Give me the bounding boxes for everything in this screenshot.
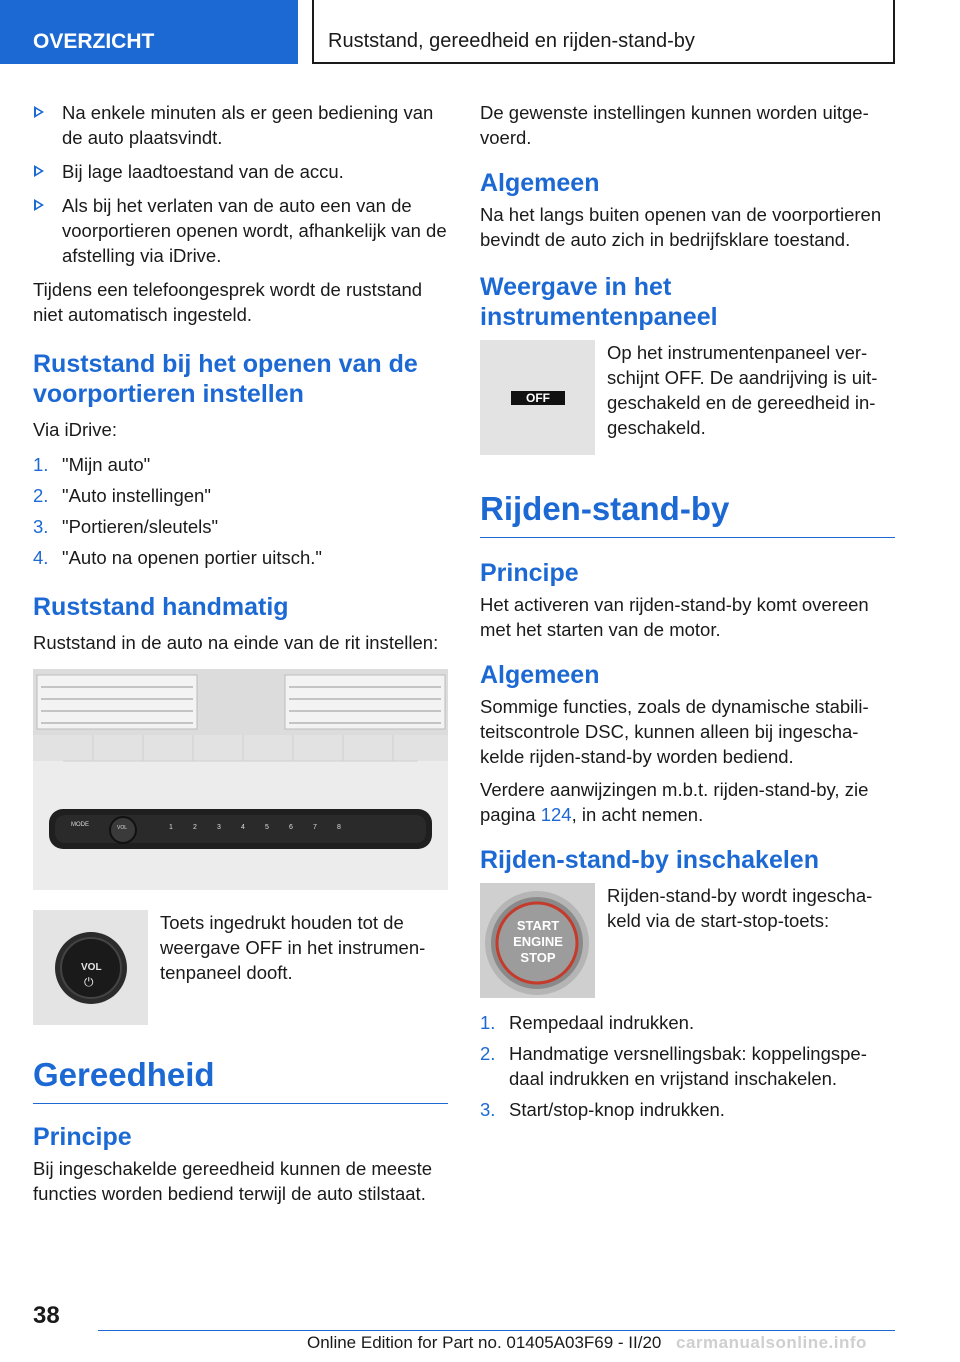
footer-edition: Online Edition for Part no. 01405A03F69 - II/20 bbox=[307, 1333, 662, 1352]
reference-note: Verdere aanwijzingen m.b.t. rijden-stand-by, zie pagina 124, in acht nemen. bbox=[480, 779, 869, 825]
heading-doors: Ruststand bij het openen van de voorportieren instellen bbox=[33, 350, 418, 408]
preset-button-7: 7 bbox=[313, 824, 317, 831]
vol-knob-image bbox=[33, 910, 148, 1025]
preset-button-5: 5 bbox=[265, 824, 269, 831]
footer-rule bbox=[98, 1330, 895, 1331]
mode-button: MODE bbox=[71, 822, 89, 828]
off-display-image bbox=[480, 340, 595, 455]
knob-vol-label: VOL bbox=[117, 825, 128, 831]
preset-button-4: 4 bbox=[241, 824, 245, 831]
engine-label: ENGINE bbox=[513, 934, 563, 949]
heading-ready: Gereedheid bbox=[33, 1055, 448, 1104]
off-figure-row bbox=[480, 340, 895, 455]
list-item: 4. "Auto na openen portier uitsch." bbox=[33, 547, 322, 568]
heading-display: Weergave in het instrumentenpaneel bbox=[480, 273, 718, 331]
list-item: 1. "Mijn auto" bbox=[33, 454, 151, 475]
footer-watermark: carmanualsonline.info bbox=[676, 1333, 867, 1352]
list-item: 2. Handmatige versnellingsbak: koppelingspedaal indrukken en vrijstand inschakelen. bbox=[480, 1043, 867, 1089]
start-figure-row bbox=[480, 883, 895, 998]
via-idrive-label: Via iDrive: bbox=[33, 419, 117, 440]
page-number: 38 bbox=[33, 1302, 60, 1329]
list-item: Na enkele minuten als er geen bediening van de auto plaatsvindt. bbox=[33, 100, 448, 150]
preset-button-1: 1 bbox=[169, 824, 173, 831]
start-text: Rijden-stand-by wordt ingeschakeld via de start-stop-toets: bbox=[607, 885, 873, 931]
start-button-image bbox=[480, 883, 595, 998]
heading-enable: Rijden-stand-by inschakelen bbox=[480, 846, 819, 874]
page-header-title: Ruststand, gereedheid en rijden-stand-by bbox=[312, 0, 895, 64]
list-item: 2. "Auto instellingen" bbox=[33, 485, 211, 506]
triangle-bullet-icon bbox=[34, 106, 44, 118]
preset-button-2: 2 bbox=[193, 824, 197, 831]
idrive-steps bbox=[33, 452, 448, 570]
phone-note: Tijdens een telefoongesprek wordt de ruststand niet automatisch ingesteld. bbox=[33, 279, 423, 325]
heading-general-2: Algemeen bbox=[480, 661, 600, 689]
condition-list bbox=[33, 100, 448, 268]
off-badge: OFF bbox=[511, 391, 565, 405]
heading-manual: Ruststand handmatig bbox=[33, 593, 289, 621]
start-label: START bbox=[516, 918, 560, 933]
continued-text: De gewenste instellingen kunnen worden uitgevoerd. bbox=[480, 102, 869, 148]
manual-text: Ruststand in de auto na einde van de rit instellen: bbox=[33, 632, 439, 653]
stop-label: STOP bbox=[520, 950, 556, 965]
triangle-bullet-icon bbox=[34, 199, 44, 211]
right-column bbox=[480, 100, 895, 1128]
dashboard-image bbox=[33, 669, 448, 890]
list-item: Als bij het verlaten van de auto een van de voorportieren openen wordt, afhankelijk van de afstelling via iDrive. bbox=[33, 193, 448, 268]
preset-button-8: 8 bbox=[337, 824, 341, 831]
general2-text: Sommige functies, zoals de dynamische stabiliteitscontrole DSC, kunnen alleen bij ingeschakelde rijden-stand-by worden bediend. bbox=[480, 696, 869, 767]
preset-button-3: 3 bbox=[217, 824, 221, 831]
vol-label: VOL bbox=[81, 962, 102, 973]
dashboard-illustration bbox=[33, 669, 448, 890]
standby-steps bbox=[480, 1010, 895, 1122]
section-tab: OVERZICHT bbox=[0, 0, 298, 64]
knob-text: Toets ingedrukt houden tot de weergave OFF in het instrumentenpaneel dooft. bbox=[160, 912, 426, 983]
list-item: Bij lage laadtoestand van de accu. bbox=[33, 159, 448, 184]
principle-text: Bij ingeschakelde gereedheid kunnen de meeste functies worden bediend terwijl de auto stilstaat. bbox=[33, 1158, 433, 1204]
list-item: 1. Rempedaal indrukken. bbox=[480, 1012, 695, 1033]
list-item: 3. "Portieren/sleutels" bbox=[33, 516, 219, 537]
general-text: Na het langs buiten openen van de voorportieren bevindt de auto zich in bedrijfsklare toestand. bbox=[480, 204, 882, 250]
heading-principle: Principe bbox=[33, 1123, 132, 1151]
list-item: 3. Start/stop-knop indrukken. bbox=[480, 1099, 725, 1120]
triangle-bullet-icon bbox=[34, 165, 44, 177]
heading-general: Algemeen bbox=[480, 169, 600, 197]
principle2-text: Het activeren van rijden-stand-by komt overeen met het starten van de motor. bbox=[480, 594, 869, 640]
display-text: Op het instrumentenpaneel verschijnt OFF. De aandrijving is uitgeschakeld en de gereedheid ingeschakeld. bbox=[607, 342, 878, 438]
power-icon: ⏻ bbox=[84, 975, 94, 989]
heading-standby: Rijden-stand-by bbox=[480, 489, 895, 538]
preset-button-6: 6 bbox=[289, 824, 293, 831]
page-link[interactable]: 124 bbox=[540, 804, 572, 825]
left-column bbox=[33, 100, 448, 1214]
knob-figure-row bbox=[33, 910, 448, 1025]
heading-principle-2: Principe bbox=[480, 559, 579, 587]
